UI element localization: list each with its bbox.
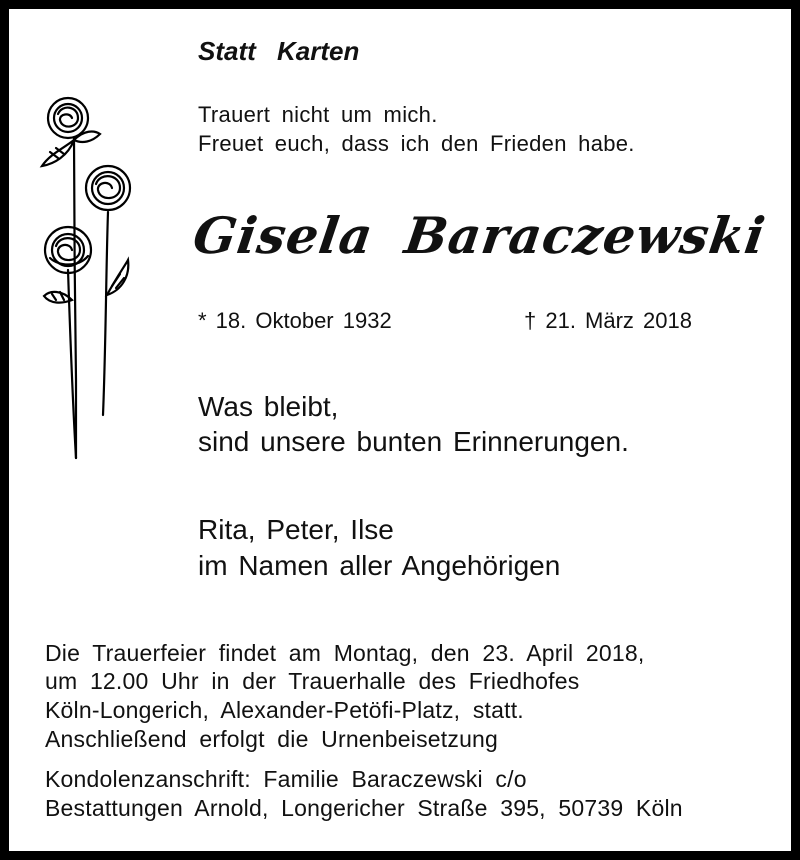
quote-line-1: Trauert nicht um mich.: [198, 102, 438, 127]
death-date: † 21. März 2018: [524, 308, 692, 333]
deceased-name: Gisela Baraczewski: [189, 206, 770, 265]
ceremony-line-2: um 12.00 Uhr in der Trauerhalle des Friedhofes: [45, 668, 580, 694]
condolence-line-1: Kondolenzanschrift: Familie Baraczewski c/o: [45, 766, 527, 792]
family-line-2: im Namen aller Angehörigen: [198, 550, 561, 581]
ceremony-line-4: Anschließend erfolgt die Urnenbeisetzung: [45, 726, 499, 752]
notice-heading: Statt Karten: [198, 36, 360, 66]
ceremony-line-3: Köln-Longerich, Alexander-Petöfi-Platz, statt.: [45, 697, 524, 723]
ceremony-line-1: Die Trauerfeier findet am Montag, den 23. April 2018,: [45, 640, 645, 666]
memory-line-1: Was bleibt,: [198, 391, 339, 422]
memory-line-2: sind unsere bunten Erinnerungen.: [198, 426, 629, 457]
quote-line-2: Freuet euch, dass ich den Frieden habe.: [198, 131, 635, 156]
condolence-line-2: Bestattungen Arnold, Longericher Straße 395, 50739 Köln: [45, 795, 683, 821]
family-line-1: Rita, Peter, Ilse: [198, 514, 394, 545]
roses-illustration-icon: [28, 90, 148, 460]
birth-date: * 18. Oktober 1932: [198, 308, 392, 333]
